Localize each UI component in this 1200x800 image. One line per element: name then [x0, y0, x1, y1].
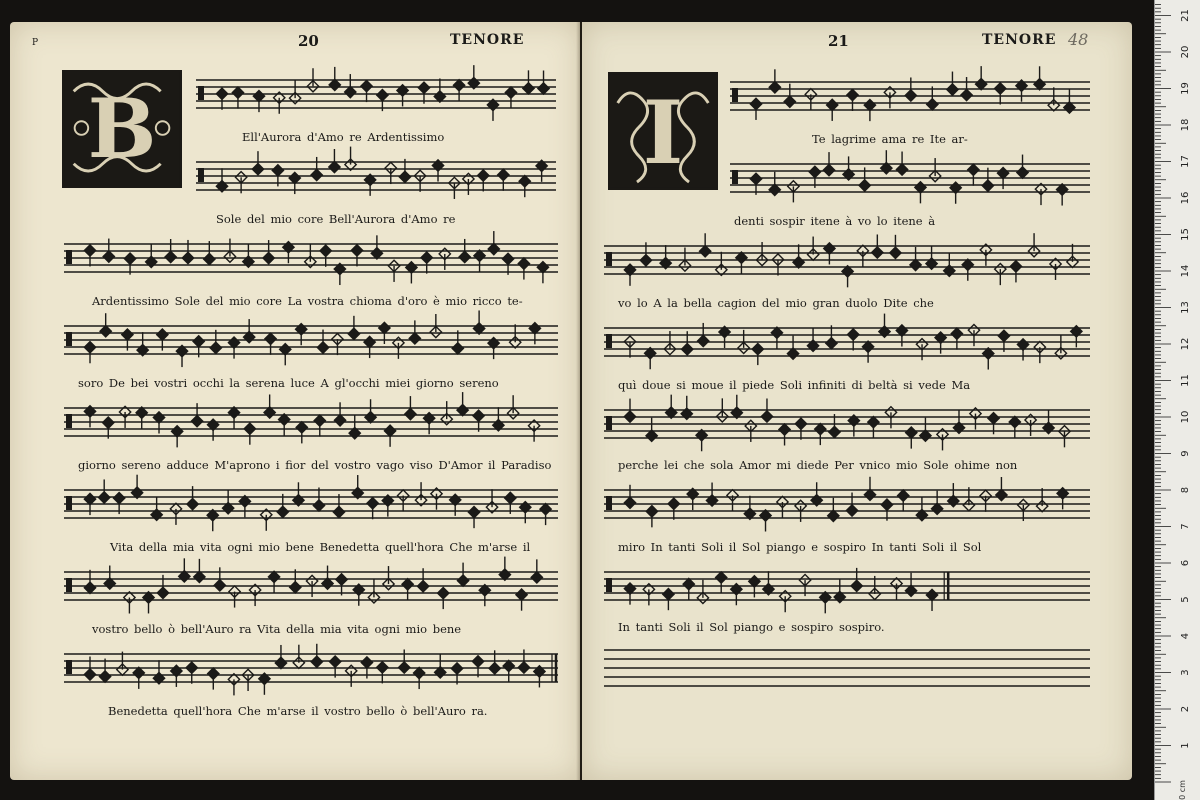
right-page-number: 21 [828, 32, 849, 50]
lyric-line: Ardentissimo Sole del mio core La vostra chioma d'oro è mio ricco te- [92, 294, 523, 308]
lyric-line: miro In tanti Soli il Sol piango e sospiro In tanti Soli il Sol [618, 540, 982, 554]
ruler-tick-label: 14 [1180, 264, 1191, 278]
ruler-tick-label: 18 [1180, 118, 1191, 132]
left-page [10, 22, 580, 780]
right-voice-part: TENORE [982, 32, 1057, 48]
staff [64, 238, 558, 278]
lyric-line: Ell'Aurora d'Amo re Ardentissimo [242, 130, 445, 144]
empty-staff [604, 648, 1090, 688]
staff [604, 484, 1090, 524]
ruler-tick-label: 6 [1180, 559, 1191, 567]
staff [604, 322, 1090, 362]
ruler-tick-label: 12 [1180, 337, 1191, 351]
ruler-tick-label: 15 [1180, 228, 1191, 241]
ruler-tick-label: 3 [1180, 669, 1191, 676]
ruler-unit-label: 0 cm [1178, 780, 1187, 800]
lyric-line: In tanti Soli il Sol piango e sospiro sospiro. [618, 620, 885, 634]
ruler-tick-label: 20 [1180, 45, 1191, 59]
lyric-line: Vita della mia vita ogni mio bene Benedetta quell'hora Che m'arse il [110, 540, 531, 554]
right-page [582, 22, 1132, 780]
ruler-tick-label: 19 [1180, 82, 1191, 95]
ruler-tick-label: 9 [1180, 450, 1191, 457]
lyric-line: vostro bello ò bell'Auro ra Vita della mia vita ogni mio bene [92, 622, 462, 636]
lyric-line: giorno sereno adduce M'aprono i fior del vostro vago viso D'Amor il Paradiso [78, 458, 552, 472]
right-decorated-initial [608, 72, 718, 190]
ruler-tick-label: 13 [1180, 301, 1191, 314]
ruler-tick-label: 1 [1180, 742, 1191, 749]
staff [604, 404, 1090, 444]
measurement-ruler [1154, 0, 1200, 800]
ruler-tick-label: 16 [1180, 191, 1191, 205]
staff [64, 648, 558, 688]
lyric-line: Sole del mio core Bell'Aurora d'Amo re [216, 212, 456, 226]
staff [64, 320, 558, 360]
ruler-tick-label: 21 [1180, 9, 1191, 22]
ruler-tick-label: 10 [1180, 410, 1191, 424]
lyric-line: vo lo A la bella cagion del mio gran duolo Dite che [618, 296, 934, 310]
left-initial-letter: B [87, 82, 157, 178]
staff [64, 484, 558, 524]
right-initial-letter: I [642, 82, 684, 184]
ruler-tick-label: 17 [1180, 155, 1191, 168]
left-decorated-initial [62, 70, 182, 188]
staff [604, 566, 1090, 606]
staff [730, 76, 1090, 116]
staff [64, 566, 558, 606]
handwritten-folio-mark: 48 [1068, 30, 1089, 49]
lyric-line: soro De bei vostri occhi la serena luce A gl'occhi miei giorno sereno [78, 376, 499, 390]
staff [196, 156, 556, 196]
left-signature-mark: P [32, 38, 39, 48]
ruler-tick-label: 2 [1180, 705, 1191, 713]
ruler-tick-label: 7 [1180, 523, 1191, 530]
staff [64, 402, 558, 442]
staff [730, 158, 1090, 198]
staff [196, 74, 556, 114]
ruler-tick-label: 8 [1180, 486, 1191, 494]
lyric-line: quì doue si moue il piede Soli infiniti di beltà si vede Ma [618, 378, 971, 392]
staff [604, 240, 1090, 280]
lyric-line: perche lei che sola Amor mi diede Per vnico mio Sole ohime non [618, 458, 1018, 472]
lyric-line: denti sospir itene à vo lo itene à [734, 214, 936, 228]
ruler-tick-label: 5 [1180, 596, 1191, 603]
ruler-tick-label: 11 [1180, 374, 1191, 387]
ruler-tick-label: 4 [1180, 632, 1191, 640]
lyric-line: Benedetta quell'hora Che m'arse il vostro bello ò bell'Auro ra. [108, 704, 488, 718]
lyric-line: Te lagrime ama re Ite ar- [812, 132, 968, 146]
left-voice-part: TENORE [450, 32, 525, 48]
left-page-number: 20 [298, 32, 319, 50]
